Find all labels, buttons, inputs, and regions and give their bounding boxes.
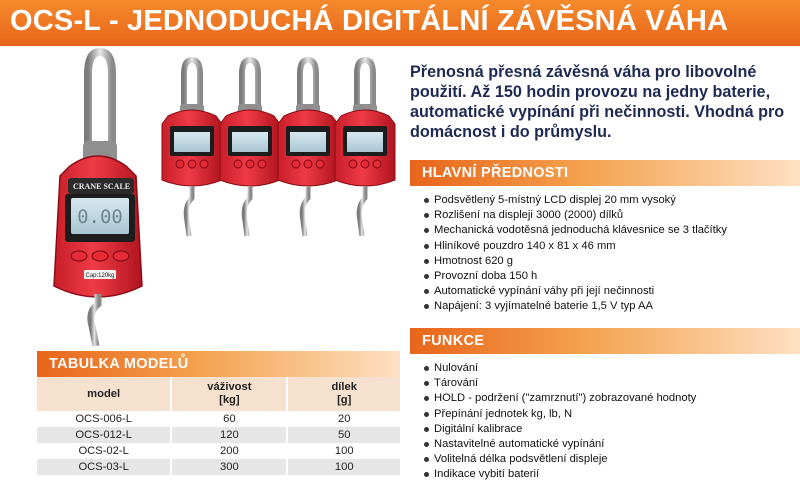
- advantages-list: [423, 193, 727, 315]
- cell-model: OCS-006-L: [37, 411, 171, 427]
- list-item: Hmotnost 620 g: [423, 254, 727, 269]
- cell-capacity: 300: [171, 459, 287, 475]
- functions-heading: FUNKCE: [410, 328, 800, 354]
- cell-division: 20: [287, 411, 400, 427]
- table-row: [37, 411, 400, 427]
- list-item: Rozlišení na displeji 3000 (2000) dílků: [423, 208, 727, 223]
- small-scale-2: [220, 60, 280, 236]
- svg-text:0.00: 0.00: [77, 206, 123, 228]
- header-unit: [kg]: [219, 394, 240, 406]
- cell-model: OCS-012-L: [37, 427, 171, 443]
- product-image: [0, 46, 410, 351]
- list-item: Tárování: [423, 376, 696, 391]
- cell-division: 50: [287, 427, 400, 443]
- list-item: Nulování: [423, 361, 696, 376]
- header-label: váživost: [207, 381, 252, 393]
- cell-model: OCS-03-L: [37, 459, 171, 475]
- list-item: Napájení: 3 vyjímatelné baterie 1,5 V typ AA: [423, 299, 727, 314]
- header-unit: [g]: [337, 394, 352, 406]
- list-item: Přepínání jednotek kg, lb, N: [423, 407, 696, 422]
- cell-model: OCS-02-L: [37, 443, 171, 459]
- title-bar: [0, 0, 800, 46]
- list-item: Nastavitelné automatické vypínání: [423, 437, 696, 452]
- cell-capacity: 120: [171, 427, 287, 443]
- table-row: [37, 443, 400, 459]
- small-scale-3: [278, 60, 338, 236]
- advantages-heading: HLAVNÍ PŘEDNOSTI: [410, 160, 800, 186]
- list-item: Podsvětlený 5-místný LCD displej 20 mm vysoký: [423, 193, 727, 208]
- table-row: [37, 427, 400, 443]
- large-brand-label: CRANE SCALE: [73, 182, 131, 191]
- list-item: HOLD - podržení ("zamrznutí") zobrazované hodnoty: [423, 391, 696, 406]
- list-item: Indikace vybití baterií: [423, 467, 696, 482]
- small-scale-4: [335, 60, 395, 236]
- list-item: Automatické vypínání váhy při její nečinnosti: [423, 284, 727, 299]
- models-table: [37, 377, 400, 475]
- cell-division: 100: [287, 459, 400, 475]
- column-header-division: [287, 377, 400, 411]
- functions-list: [423, 361, 696, 483]
- intro-paragraph: Přenosná přesná závěsná váha pro libovolné použití. Až 150 hodin provozu na jedny baterie, automatické vypínání při nečinnosti. Vhodná pro domácnost i do průmyslu.: [410, 63, 785, 141]
- cell-capacity: 60: [171, 411, 287, 427]
- capacity-label: Cap:120kg: [85, 273, 115, 279]
- cell-capacity: 200: [171, 443, 287, 459]
- list-item: Mechanická vodotěsná jednoduchá klávesnice se 3 tlačítky: [423, 223, 727, 238]
- table-header-row: [37, 377, 400, 411]
- models-heading: TABULKA MODELŮ: [37, 351, 400, 377]
- header-label: dílek: [331, 381, 357, 393]
- small-scale-1: [162, 60, 222, 236]
- cell-division: 100: [287, 443, 400, 459]
- list-item: Hliníkové pouzdro 140 x 81 x 46 mm: [423, 239, 727, 254]
- page-title: OCS-L - JEDNODUCHÁ DIGITÁLNÍ ZÁVĚSNÁ VÁHA: [10, 5, 729, 37]
- list-item: Volitelná délka podsvětlení displeje: [423, 452, 696, 467]
- large-scale: [54, 52, 142, 346]
- list-item: Provozní doba 150 h: [423, 269, 727, 284]
- list-item: Digitální kalibrace: [423, 422, 696, 437]
- table-row: [37, 459, 400, 475]
- column-header-model: [37, 377, 171, 411]
- header-label: model: [87, 387, 121, 400]
- column-header-capacity: [171, 377, 287, 411]
